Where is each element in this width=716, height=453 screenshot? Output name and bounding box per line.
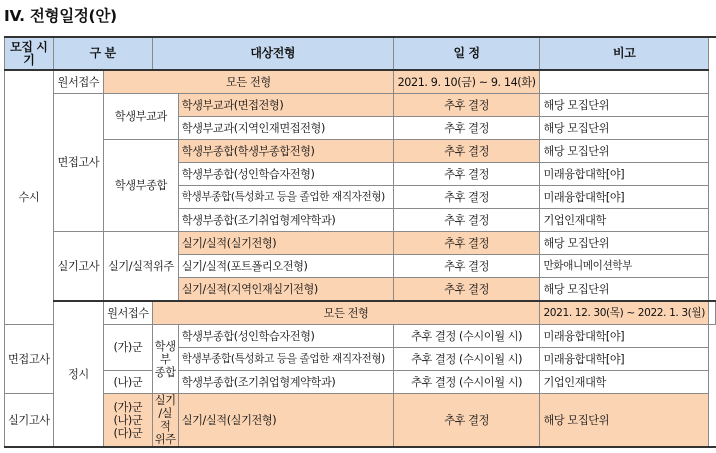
table-row bbox=[5, 140, 716, 163]
schedule-cell: 추후 결정 (수시이월 시) bbox=[393, 325, 540, 348]
note-cell: 해당 모집단위 bbox=[540, 94, 709, 117]
table-header-row bbox=[5, 37, 716, 70]
category-cell: 원서접수 bbox=[53, 70, 103, 94]
target-cell: 학생부종합(특성화고 등을 졸업한 재직자전형) bbox=[178, 186, 393, 209]
target-cell: 실기/실적(포트폴리오전형) bbox=[178, 255, 393, 278]
target-cell: 학생부교과(면접전형) bbox=[178, 94, 393, 117]
header-schedule: 일 정 bbox=[393, 37, 540, 70]
schedule-cell: 추후 결정 bbox=[393, 163, 540, 186]
table-row bbox=[5, 301, 716, 325]
schedule-cell: 추후 결정 bbox=[393, 278, 540, 302]
note-cell: 해당 모집단위 bbox=[540, 117, 709, 140]
schedule-cell: 추후 결정 bbox=[393, 117, 540, 140]
note-cell bbox=[540, 70, 709, 94]
note-cell bbox=[709, 301, 716, 325]
group-na-cell: (나)군 bbox=[104, 371, 153, 394]
category-cell: 실기고사 bbox=[5, 394, 54, 448]
table-row bbox=[5, 325, 716, 348]
note-cell: 해당 모집단위 bbox=[540, 232, 709, 255]
schedule-cell: 추후 결정 bbox=[393, 94, 540, 117]
target-cell: 실기/실적(실기전형) bbox=[178, 232, 393, 255]
practical-type-cell: 실기 /실적 위주 bbox=[152, 394, 178, 448]
note-cell: 해당 모집단위 bbox=[540, 140, 709, 163]
schedule-cell: 추후 결정 bbox=[393, 255, 540, 278]
table-row bbox=[5, 371, 716, 394]
target-cell: 학생부종합(조기취업형계약학과) bbox=[178, 209, 393, 232]
target-cell: 모든 전형 bbox=[152, 301, 540, 325]
target-cell: 모든 전형 bbox=[104, 70, 394, 94]
note-cell: 기업인재대학 bbox=[540, 371, 709, 394]
category-cell: 면접고사 bbox=[5, 325, 54, 394]
schedule-cell: 추후 결정 bbox=[393, 232, 540, 255]
target-cell: 학생부종합(성인학습자전형) bbox=[178, 163, 393, 186]
schedule-cell: 추후 결정 bbox=[393, 209, 540, 232]
target-cell: 학생부종합(특성화고 등을 졸업한 재직자전형) bbox=[178, 348, 393, 371]
note-cell: 해당 모집단위 bbox=[540, 394, 709, 448]
schedule-cell: 추후 결정 bbox=[393, 140, 540, 163]
header-category: 구 분 bbox=[53, 37, 152, 70]
table-row bbox=[5, 94, 716, 117]
target-cell: 학생부교과(지역인재면접전형) bbox=[178, 117, 393, 140]
schedule-cell: 추후 결정 (수시이월 시) bbox=[393, 371, 540, 394]
note-cell: 미래융합대학[야] bbox=[540, 325, 709, 348]
practical-groups-cell: (가)군 (나)군 (다)군 bbox=[104, 394, 153, 448]
group-cell: 학생부교과 bbox=[104, 94, 179, 140]
target-cell: 실기/실적(지역인재실기전형) bbox=[178, 278, 393, 302]
header-period: 모집 시기 bbox=[5, 37, 54, 70]
note-cell: 미래융합대학[야] bbox=[540, 163, 709, 186]
header-target: 대상전형 bbox=[152, 37, 393, 70]
category-cell: 면접고사 bbox=[53, 94, 103, 232]
schedule-cell: 추후 결정 (수시이월 시) bbox=[393, 348, 540, 371]
category-cell: 원서접수 bbox=[104, 301, 153, 325]
schedule-cell: 추후 결정 bbox=[393, 186, 540, 209]
target-cell: 학생부종합(학생부종합전형) bbox=[178, 140, 393, 163]
period-cell-jungsi: 정시 bbox=[53, 301, 103, 447]
group-cell: 학생부종합 bbox=[104, 140, 179, 232]
group-cell: 학생부 종합 bbox=[152, 325, 178, 394]
schedule-table bbox=[4, 36, 716, 448]
target-cell: 학생부종합(조기취업형계약학과) bbox=[178, 371, 393, 394]
schedule-cell: 추후 결정 bbox=[393, 394, 540, 448]
note-cell: 미래융합대학[야] bbox=[540, 186, 709, 209]
table-row bbox=[5, 70, 716, 94]
page-title: IV. 전형일정(안) bbox=[4, 7, 117, 25]
note-cell: 만화애니메이션학부 bbox=[540, 255, 709, 278]
schedule-cell: 2021. 9. 10(금) ~ 9. 14(화) bbox=[393, 70, 540, 94]
note-cell: 기업인재대학 bbox=[540, 209, 709, 232]
note-cell: 미래융합대학[야] bbox=[540, 348, 709, 371]
period-cell-susi: 수시 bbox=[5, 70, 54, 325]
header-note: 비고 bbox=[540, 37, 709, 70]
target-cell: 학생부종합(성인학습자전형) bbox=[178, 325, 393, 348]
table-row bbox=[5, 394, 716, 448]
group-ga-cell: (가)군 bbox=[104, 325, 153, 371]
target-cell: 실기/실적(실기전형) bbox=[178, 394, 393, 448]
note-cell: 해당 모집단위 bbox=[540, 278, 709, 302]
schedule-cell: 2021. 12. 30(목) ~ 2022. 1. 3(월) bbox=[540, 301, 709, 325]
category-cell: 실기고사 bbox=[53, 232, 103, 302]
group-cell: 실기/실적위주 bbox=[104, 232, 179, 302]
table-row bbox=[5, 232, 716, 255]
